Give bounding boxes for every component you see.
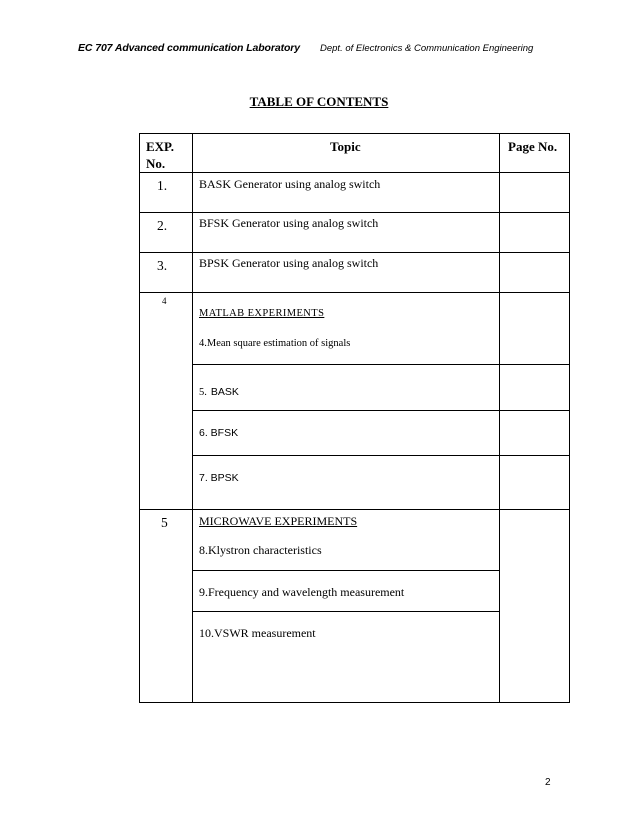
table-row-line [139, 172, 570, 173]
header-exp-line2: No. [146, 156, 166, 171]
table-subrow-line [192, 364, 570, 365]
table-row-line [139, 509, 570, 510]
table-divider-exp-topic [192, 133, 193, 703]
matlab-item-5-number: 5. [199, 387, 207, 398]
microwave-heading: MICROWAVE EXPERIMENTS [199, 514, 358, 528]
matlab-item-6: 6. BFSK [199, 427, 239, 439]
matlab-item-5-label: BASK [210, 386, 239, 398]
matlab-item-5 [199, 382, 239, 400]
page-title [0, 94, 638, 110]
header-page-no: Page No. [508, 139, 558, 154]
row-3-exp: 3. [157, 258, 168, 273]
table-subrow-line [192, 611, 499, 612]
matlab-item-7: 7. BPSK [199, 472, 239, 484]
microwave-item-9: 9.Frequency and wavelength measurement [199, 585, 405, 599]
table-border-top [139, 133, 570, 134]
row-2-exp: 2. [157, 218, 168, 233]
page-title-text: TABLE OF CONTENTS [249, 94, 389, 109]
row-3-topic: BPSK Generator using analog switch [199, 256, 379, 270]
row-4-exp: 4 [162, 296, 167, 306]
microwave-item-10: 10.VSWR measurement [199, 626, 316, 640]
table-divider-topic-page [499, 133, 500, 703]
matlab-heading: MATLAB EXPERIMENTS [199, 308, 325, 319]
row-1-exp: 1. [157, 178, 168, 193]
row-2-topic: BFSK Generator using analog switch [199, 216, 379, 230]
course-title: EC 707 Advanced communication Laboratory [78, 42, 301, 54]
table-border-right [569, 133, 570, 703]
table-subrow-line [192, 455, 570, 456]
table-row-line [139, 292, 570, 293]
header-exp: EXP. [146, 139, 175, 154]
table-border-left [139, 133, 140, 703]
table-subrow-line [192, 570, 499, 571]
microwave-item-8: 8.Klystron characteristics [199, 543, 322, 557]
table-subrow-line [192, 410, 570, 411]
department-name: Dept. of Electronics & Communication Engineering [320, 43, 534, 54]
row-5-exp: 5 [161, 515, 168, 530]
table-border-bottom [139, 702, 570, 703]
row-1-topic: BASK Generator using analog switch [199, 177, 381, 191]
matlab-item-4: 4.Mean square estimation of signals [199, 338, 351, 349]
table-row-line [139, 252, 570, 253]
page-number: 2 [545, 777, 551, 788]
header-topic: Topic [330, 139, 361, 154]
table-row-line [139, 212, 570, 213]
